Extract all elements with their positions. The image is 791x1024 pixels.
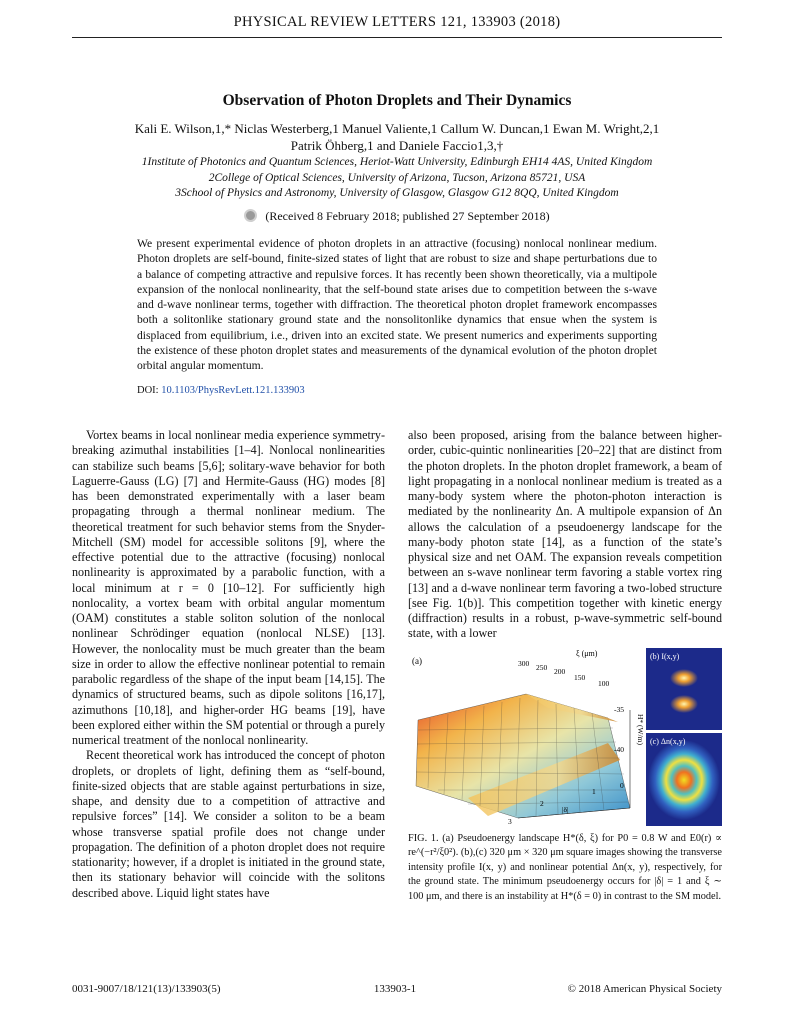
received-line [72, 209, 722, 224]
xi-tick: 250 [536, 663, 548, 672]
abstract: We present experimental evidence of photon droplets in an attractive (focusing) nonlocal nonlinear medium. Photon droplets are self-bound, finite-sized states of light that are robust to size and shape perturbations due to a balance of competing attractive and repulsive forces. It has recently been shown theoretically, via a multipole expansion of the nonlocal nonlinearity, that the self-bound state arises due to competition between the s-wave and d-wave nonlinear terms, together with diffraction. The theoretical photon droplet framework encompasses both a solitonlike stationary ground state and the nonsolitonlike dynamics that ensue when the system is displaced from equilibrium, i.e., driven into an excited state. We present numerics and experiments supporting the existence of these photon droplet states and measurements of the dynamical evolution of the photon droplet orbital angular momentum. [137, 237, 657, 373]
crossmark-icon[interactable] [244, 209, 257, 222]
body-paragraph: Recent theoretical work has introduced the concept of photon droplets, or droplets of light, defining them as “self-bound, finite-sized objects that are stable against perturbations in size, shape, and density due to a competition of attractive and repulsive forces” [14]. We consider a soliton to be a beam whose transverse spatial profile does not change under propagation. The definition of a photon droplet does not require stationarity; however, if a droplet is initiated in the ground state, then its stationary behavior will coincide with the solitons described above. Liquid light states have [72, 748, 385, 900]
affiliation-1: 1Institute of Photonics and Quantum Sciences, Heriot-Watt University, Edinburgh EH14 4AS, United Kingdom [141, 156, 653, 168]
journal-header: PHYSICAL REVIEW LETTERS 121, 133903 (2018) [233, 14, 561, 30]
received-text: (Received 8 February 2018; published 27 September 2018) [265, 209, 550, 223]
xi-tick: 200 [554, 667, 566, 676]
affiliations [72, 155, 722, 202]
figure-1 [408, 648, 722, 826]
doi-label: DOI: [137, 385, 159, 396]
author-list [90, 120, 704, 154]
body-right-column [408, 428, 722, 642]
xi-tick: 100 [598, 679, 610, 688]
xi-tick: 150 [574, 673, 586, 682]
footer-copyright: © 2018 American Physical Society [567, 983, 722, 995]
body-left-column [72, 428, 385, 901]
figure-1-graphic [408, 648, 722, 826]
footer-issn: 0031-9007/18/121(13)/133903(5) [72, 983, 221, 995]
affiliation-2: 2College of Optical Sciences, University of Arizona, Tucson, Arizona 85721, USA [208, 171, 586, 184]
paper-title: Observation of Photon Droplets and Their Dynamics [222, 92, 572, 109]
panel-a-label: (a) [412, 656, 422, 666]
h-tick: -35 [614, 705, 624, 714]
delta-tick: 3 [508, 817, 512, 826]
footer-page-number: 133903-1 [373, 983, 417, 995]
delta-tick: 2 [540, 799, 544, 808]
h-axis-label: H* (W/m) [636, 714, 645, 746]
header-rule [72, 37, 722, 38]
panel-b-label: (b) I(x,y) [650, 652, 680, 661]
doi-link[interactable]: 10.1103/PhysRevLett.121.133903 [161, 385, 305, 396]
body-paragraph: also been proposed, arising from the balance between higher-order, cubic-quintic nonlinearities [20–22] that are distinct from the photon droplets. In the photon droplet framework, a beam of light propagating in a nonlocal nonlinear medium is treated as a many-body system where the photon-photon interaction is mediated by the nonlinearity Δn. A multipole expansion of Δn allows the calculation of a pseudoenergy landscape for the many-body photon state [14], as a function of the state’s physical size and net OAM. The expansion reveals competition between an s-wave nonlinear term favoring a stable vortex ring [13] and a d-wave nonlinear term favoring a two-lobed structure [see Fig. 1(b)]. This competition together with kinetic energy (diffraction) results in a robust, p-wave-symmetric self-bound state, with a lower [408, 428, 722, 641]
figure-1-caption: FIG. 1. (a) Pseudoenergy landscape H*(δ, ξ) for P0 = 0.8 W and E0(r) ∝ re^(−r²/ξ0²). (b),(c) 320 μm × 320 μm square images showing the transverse intensity profile I(x, y) and nonlinear potential Δn(x, y), respectively, for the ground state. The minimum pseudoenergy occurs for |δ| = 1 and ξ ∼ 100 μm, and there is an instability at H*(δ = 0) in contrast to the SM model. [408, 833, 722, 902]
doi-line [137, 385, 305, 396]
author-line-1: Kali E. Wilson,1,* Niclas Westerberg,1 Manuel Valiente,1 Callum W. Duncan,1 Ewan M. Wright,2,1 [134, 121, 660, 136]
delta-tick: 1 [592, 787, 596, 796]
body-paragraph: Vortex beams in local nonlinear media experience symmetry-breaking azimuthal instabilities [1–4]. Nonlocal nonlinearities can stabilize such beams [5,6]; solitary-wave behavior for both Laguerre-Gauss (LG) [7] and Hermite-Gauss (HG) modes [8] has been demonstrated experimentally with a laser beam propagating through a thermal nonlinear medium. The theoretical treatment for such behavior stems from the Snyder-Mitchell (SM) model for accessible solitons [9], where the effective potential due to the attractive (focusing) nonlocal nonlinearity is approximated by a parabolic function, with a local minimum at r = 0 [10–12]. For sufficiently high nonlocality, a vortex beam with orbital angular momentum (OAM) constitutes a stable soliton solution of the nonlocal nonlinear Schrödinger equation (nonlocal NLSE) [13]. However, the nonlocality must be much greater than the beam size in order to allow the effective nonlinear potential to remain parabolic regardless of the shape of the input beam [14,15]. The dynamics of structured beams, such as dipole solitons [16,17], azimuthons [10,18], and higher-order HG beams [19], have been explored either within the SM potential or through a purely numerical treatment of the nonlocal nonlinearity. [72, 428, 385, 747]
author-line-2: Patrik Öhberg,1 and Daniele Faccio1,3,† [290, 138, 504, 153]
delta-tick: 0 [620, 781, 624, 790]
panel-c-label: (c) Δn(x,y) [650, 737, 686, 746]
xi-axis-label: ξ (μm) [576, 649, 598, 658]
h-tick: -40 [614, 745, 624, 754]
xi-tick: 300 [518, 659, 530, 668]
delta-axis-label: |δ| [562, 805, 569, 814]
affiliation-3: 3School of Physics and Astronomy, University of Glasgow, Glasgow G12 8QQ, United Kingdom [175, 187, 619, 199]
